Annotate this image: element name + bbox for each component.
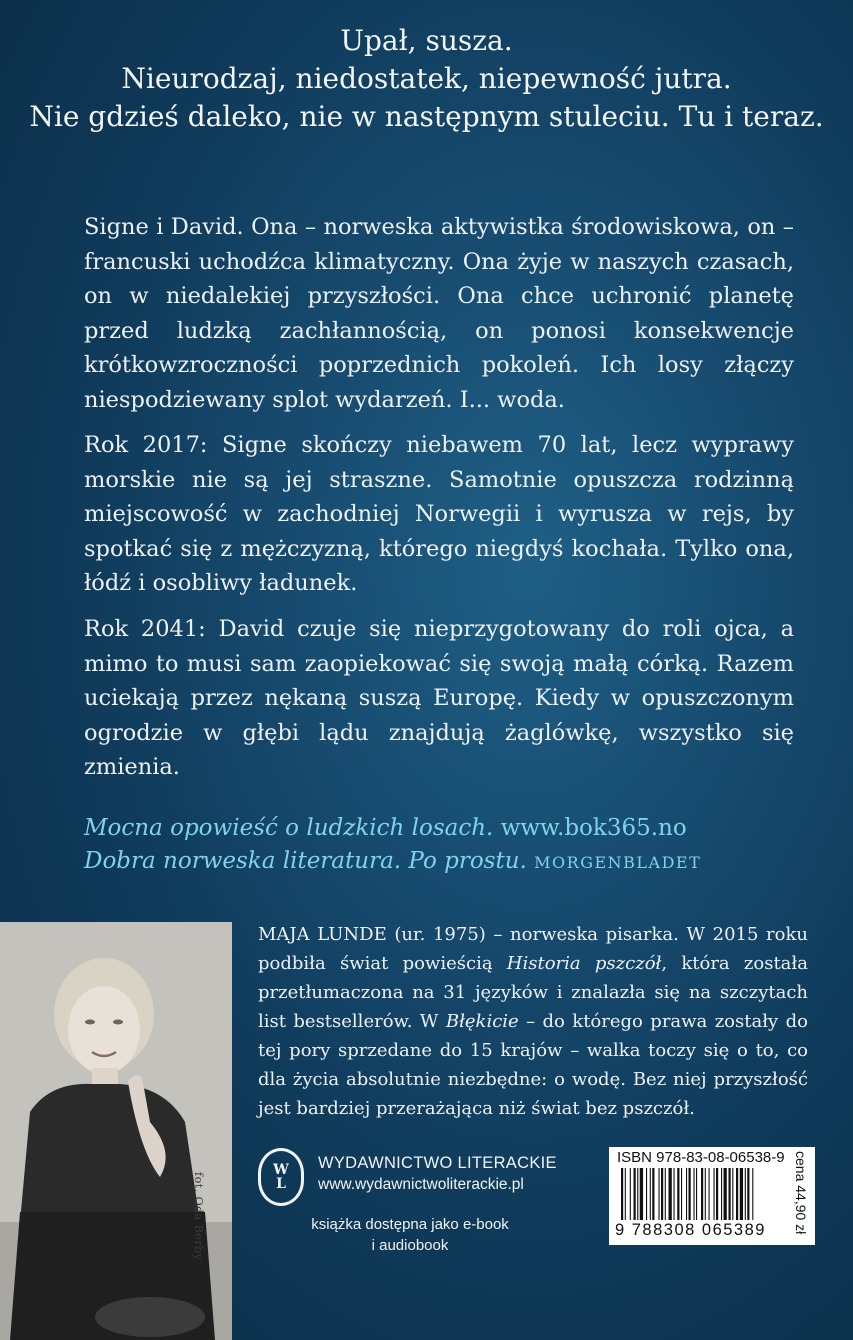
ebook-note-line: książka dostępna jako e-book bbox=[311, 1216, 509, 1233]
barcode-bar bbox=[681, 1168, 682, 1220]
blurb-paragraph-signe: Rok 2017: Signe skończy niebawem 70 lat, lecz wyprawy morskie nie są jej straszne. Samotnie opuszcza rodzinną miejscowość w zachodniej Norwegii i wyrusza w rejs, by spotkać się z mężczyzną, którego niegdyś kochała. Tylko ona, łódź i osobliwy ładunek. bbox=[84, 432, 794, 596]
isbn-label: ISBN 978-83-08-06538-9 bbox=[617, 1149, 785, 1166]
logo-letter: L bbox=[276, 1176, 286, 1192]
quote-text: Dobra norweska literatura. Po prostu. bbox=[84, 848, 527, 874]
barcode-bar bbox=[716, 1168, 718, 1220]
barcode-bar bbox=[621, 1168, 623, 1220]
barcode-bar bbox=[652, 1168, 654, 1220]
bio-mid: , która została przetłumaczona na 31 języków i znalazła się na szczytach list bestsellerów. W bbox=[258, 953, 808, 1032]
barcode-bar bbox=[630, 1168, 631, 1220]
barcode-bar bbox=[747, 1168, 749, 1220]
author-portrait-image bbox=[0, 922, 232, 1340]
barcode-bar bbox=[677, 1168, 679, 1220]
barcode-bar bbox=[665, 1168, 666, 1220]
barcode-bar bbox=[659, 1168, 660, 1220]
barcode-bar bbox=[732, 1168, 733, 1220]
barcode-bar bbox=[650, 1168, 651, 1220]
isbn-barcode-box bbox=[609, 1147, 815, 1245]
quote-text: Mocna opowieść o ludzkich losach. bbox=[84, 815, 494, 841]
bio-book-title: Błękicie bbox=[445, 1011, 519, 1032]
photo-credit: fot. Oda Berby bbox=[192, 1172, 205, 1261]
barcode-bar bbox=[701, 1168, 703, 1220]
bio-tail: – do którego prawa zostały do tej pory sprzedane do 15 krajów – walka toczy się o to, co dla życia absolutnie niezbędne: o wodę. Bez niej przyszłość jest bardziej przerażająca niż świat bez pszczół. bbox=[258, 1011, 808, 1119]
bio-lead: MAJA LUNDE (ur. 1975) – norweska pisarka. W 2015 roku podbiła świat powieścią bbox=[258, 924, 808, 974]
barcode-bar bbox=[736, 1168, 738, 1220]
barcode-bar bbox=[634, 1168, 636, 1220]
quote-source: MORGENBLADET bbox=[534, 853, 702, 872]
barcode-bar bbox=[646, 1168, 647, 1220]
publisher-logo-icon bbox=[258, 1148, 304, 1206]
barcode-bar bbox=[745, 1168, 746, 1220]
barcode-bar bbox=[709, 1168, 710, 1220]
ebook-note-line: i audiobook bbox=[371, 1237, 449, 1254]
barcode-bar bbox=[696, 1168, 697, 1220]
ebook-note bbox=[300, 1214, 520, 1256]
barcode-bar bbox=[721, 1168, 722, 1220]
barcode-bar bbox=[724, 1168, 727, 1220]
author-photo bbox=[0, 922, 232, 1340]
barcode-bar bbox=[689, 1168, 691, 1220]
barcode-bar bbox=[729, 1168, 731, 1220]
tagline-line: Nie gdzieś daleko, nie w następnym stuleciu. Tu i teraz. bbox=[29, 100, 824, 133]
press-quote bbox=[84, 812, 804, 845]
tagline-line: Upał, susza. bbox=[340, 24, 513, 57]
tagline bbox=[0, 22, 853, 136]
barcode-bar bbox=[637, 1168, 638, 1220]
barcode-bar bbox=[625, 1168, 626, 1220]
tagline-line: Nieurodzaj, niedostatek, niepewność jutra. bbox=[121, 62, 732, 95]
barcode-bar bbox=[674, 1168, 675, 1220]
bio-book-title: Historia pszczół bbox=[506, 953, 662, 974]
price-label: cena 44,90 zł bbox=[793, 1151, 809, 1235]
barcode-bar bbox=[694, 1168, 695, 1220]
publisher-block bbox=[258, 1148, 557, 1208]
barcode-bar bbox=[640, 1168, 643, 1220]
barcode-bar bbox=[669, 1168, 672, 1220]
press-quote bbox=[84, 845, 804, 879]
barcode-bar bbox=[661, 1168, 663, 1220]
quote-source: www.bok365.no bbox=[500, 815, 687, 841]
press-quotes bbox=[84, 812, 804, 879]
publisher-name: WYDAWNICTWO LITERACKIE bbox=[318, 1154, 557, 1172]
barcode-bar bbox=[714, 1168, 715, 1220]
barcode-bar bbox=[705, 1168, 706, 1220]
barcode-bar bbox=[740, 1168, 743, 1220]
publisher-url[interactable]: www.wydawnictwoliterackie.pl bbox=[318, 1176, 524, 1193]
blurb-paragraph-intro: Signe i David. Ona – norweska aktywistka środowiskowa, on – francuski uchodźca klimatyczny. Ona żyje w naszych czasach, on w niedalekiej przyszłości. Ona chce uchronić planetę przed ludzką zachłannością, on ponosi konsekwencje krótkowzroczności poprzednich pokoleń. Ich losy złączy niespodziewany splot wydarzeń. I... woda. bbox=[84, 214, 794, 413]
barcode-digits: 9 788308 065389 bbox=[615, 1221, 766, 1239]
barcode-bar bbox=[752, 1168, 753, 1220]
barcode-icon bbox=[621, 1168, 801, 1220]
author-bio bbox=[258, 920, 808, 1123]
blurb-paragraph-david: Rok 2041: David czuje się nieprzygotowany do roli ojca, a mimo to musi sam zaopiekować się swoją małą córką. Razem uciekają przez nękaną suszą Europę. Kiedy w opuszczonym ogrodzie w głębi lądu znajdują żaglówkę, wszystko się zmienia. bbox=[84, 616, 794, 780]
logo-letter: W bbox=[273, 1162, 289, 1178]
barcode-bar bbox=[686, 1168, 687, 1220]
